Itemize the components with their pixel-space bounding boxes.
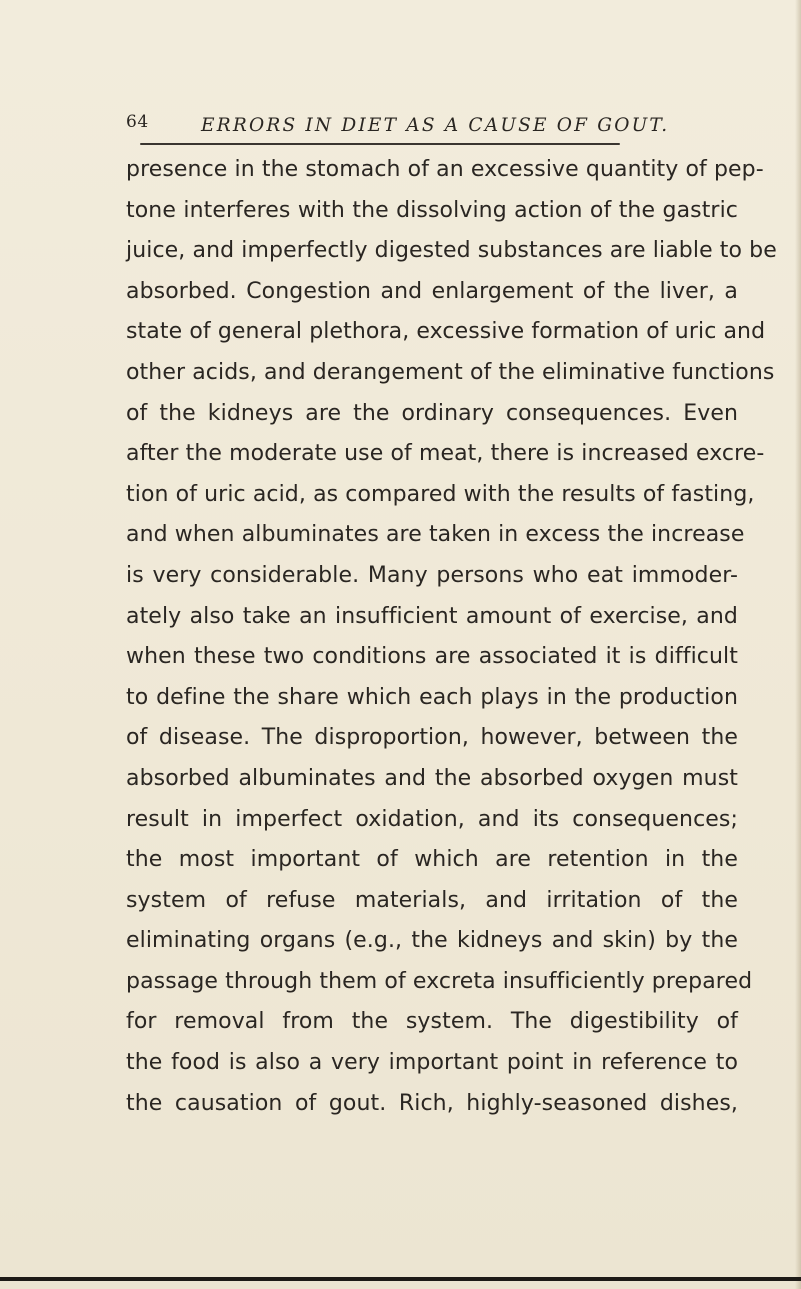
text-line: passage through them of excreta insufficiently prepared bbox=[126, 968, 753, 994]
text-line: for removal from the system. The digestibility of bbox=[126, 1009, 738, 1035]
text-line: absorbed albuminates and the absorbed oxygen must bbox=[126, 765, 738, 791]
page-edge-shadow bbox=[795, 0, 801, 1289]
text-line: result in imperfect oxidation, and its consequences; bbox=[126, 806, 738, 832]
text-line: when these two conditions are associated it is difficult bbox=[126, 644, 738, 670]
text-line: absorbed. Congestion and enlargement of the liver, a bbox=[126, 278, 738, 304]
text-line: juice, and imperfectly digested substances are liable to be bbox=[126, 238, 777, 264]
text-line: to define the share which each plays in the production bbox=[126, 684, 738, 710]
text-line: system of refuse materials, and irritation of the bbox=[126, 887, 738, 913]
header-rule bbox=[140, 143, 620, 145]
text-line: eliminating organs (e.g., the kidneys and skin) by the bbox=[126, 928, 738, 954]
text-line: the most important of which are retention in the bbox=[126, 847, 738, 873]
text-line: tion of uric acid, as compared with the results of fasting, bbox=[126, 481, 755, 507]
text-line: other acids, and derangement of the eliminative functions bbox=[126, 359, 775, 385]
body-text bbox=[126, 150, 777, 1124]
text-line: the food is also a very important point in reference to bbox=[126, 1050, 738, 1076]
text-line: presence in the stomach of an excessive quantity of pep- bbox=[126, 157, 764, 182]
text-line: of disease. The disproportion, however, between the bbox=[126, 725, 738, 751]
bottom-edge-line bbox=[0, 1277, 801, 1281]
running-title: ERRORS IN DIET AS A CAUSE OF GOUT. bbox=[201, 115, 670, 136]
text-line: of the kidneys are the ordinary consequences. Even bbox=[126, 400, 738, 426]
text-line: state of general plethora, excessive formation of uric and bbox=[126, 319, 766, 345]
text-line: ately also take an insufficient amount of exercise, and bbox=[126, 603, 738, 629]
page-header bbox=[126, 112, 746, 142]
text-line: after the moderate use of meat, there is increased excre- bbox=[126, 441, 765, 467]
text-line: the causation of gout. Rich, highly-seasoned dishes, bbox=[126, 1090, 738, 1116]
text-line: tone interferes with the dissolving action of the gastric bbox=[126, 197, 738, 223]
page-number: 64 bbox=[126, 112, 149, 132]
text-line: is very considerable. Many persons who eat immoder- bbox=[126, 562, 738, 588]
text-line: and when albuminates are taken in excess the increase bbox=[126, 522, 745, 548]
